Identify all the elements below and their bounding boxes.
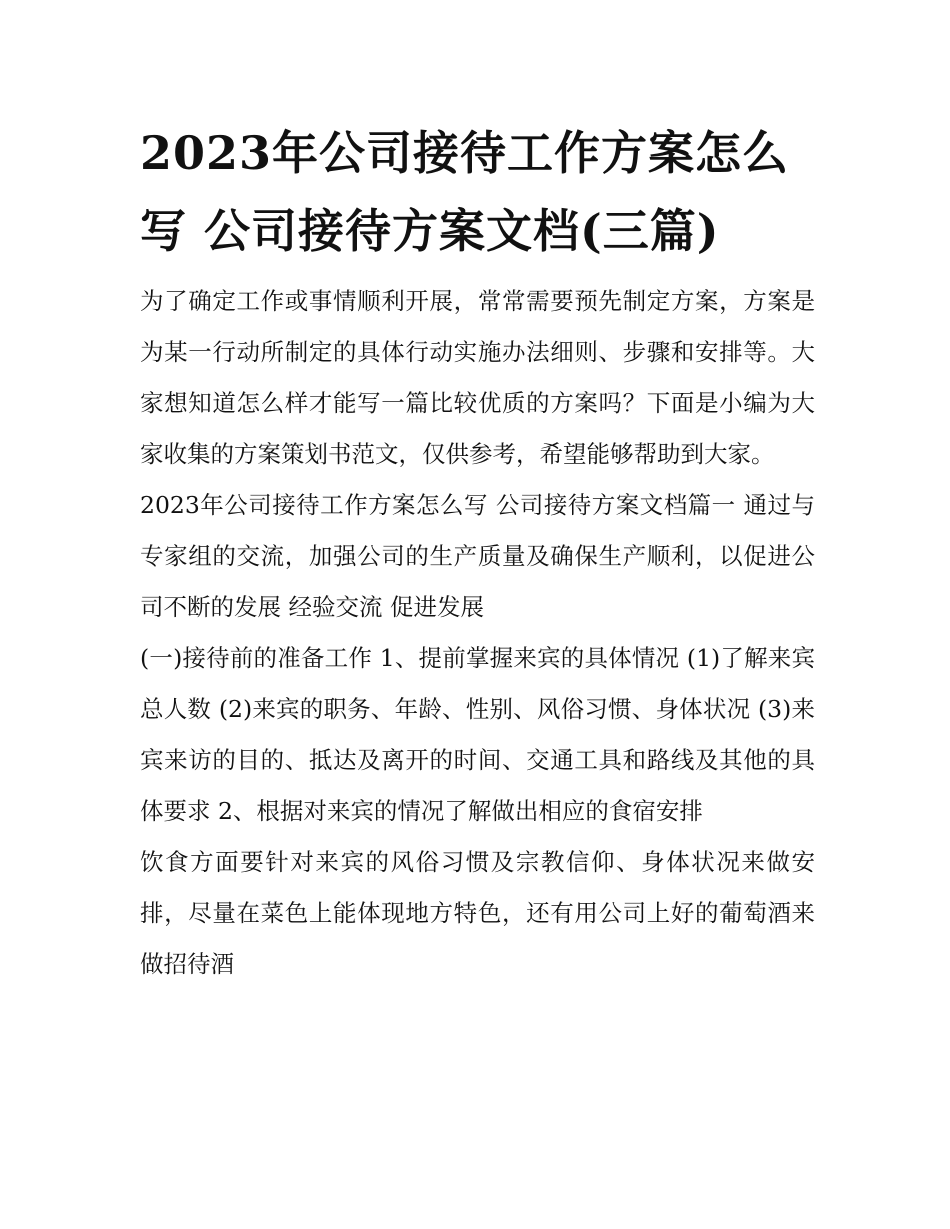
- document-body: [140, 276, 815, 990]
- paragraph-intro: 为了确定工作或事情顺利开展，常常需要预先制定方案，方案是为某一行动所制定的具体行动实施办法细则、步骤和安排等。大家想知道怎么样才能写一篇比较优质的方案吗？下面是小编为大家收集的方案策划书范文，仅供参考，希望能够帮助到大家。: [140, 287, 815, 468]
- document-title: 2023年公司接待工作方案怎么写 公司接待方案文档(三篇): [140, 126, 790, 258]
- paragraph-preparation: (一)接待前的准备工作 1、提前掌握来宾的具体情况 (1)了解来宾总人数 (2)来宾的职务、年龄、性别、风俗习惯、身体状况 (3)来宾来访的目的、抵达及离开的时间、交通工具和路线及其他的具体要求 2、根据对来宾的情况了解做出相应的食宿安排: [140, 644, 815, 825]
- paragraph-section-one: 2023年公司接待工作方案怎么写 公司接待方案文档篇一 通过与专家组的交流，加强公司的生产质量及确保生产顺利，以促进公司不断的发展 经验交流 促进发展: [140, 491, 815, 621]
- paragraph-catering: 饮食方面要针对来宾的风俗习惯及宗教信仰、身体状况来做安排，尽量在菜色上能体现地方特色，还有用公司上好的葡萄酒来做招待酒: [140, 848, 815, 978]
